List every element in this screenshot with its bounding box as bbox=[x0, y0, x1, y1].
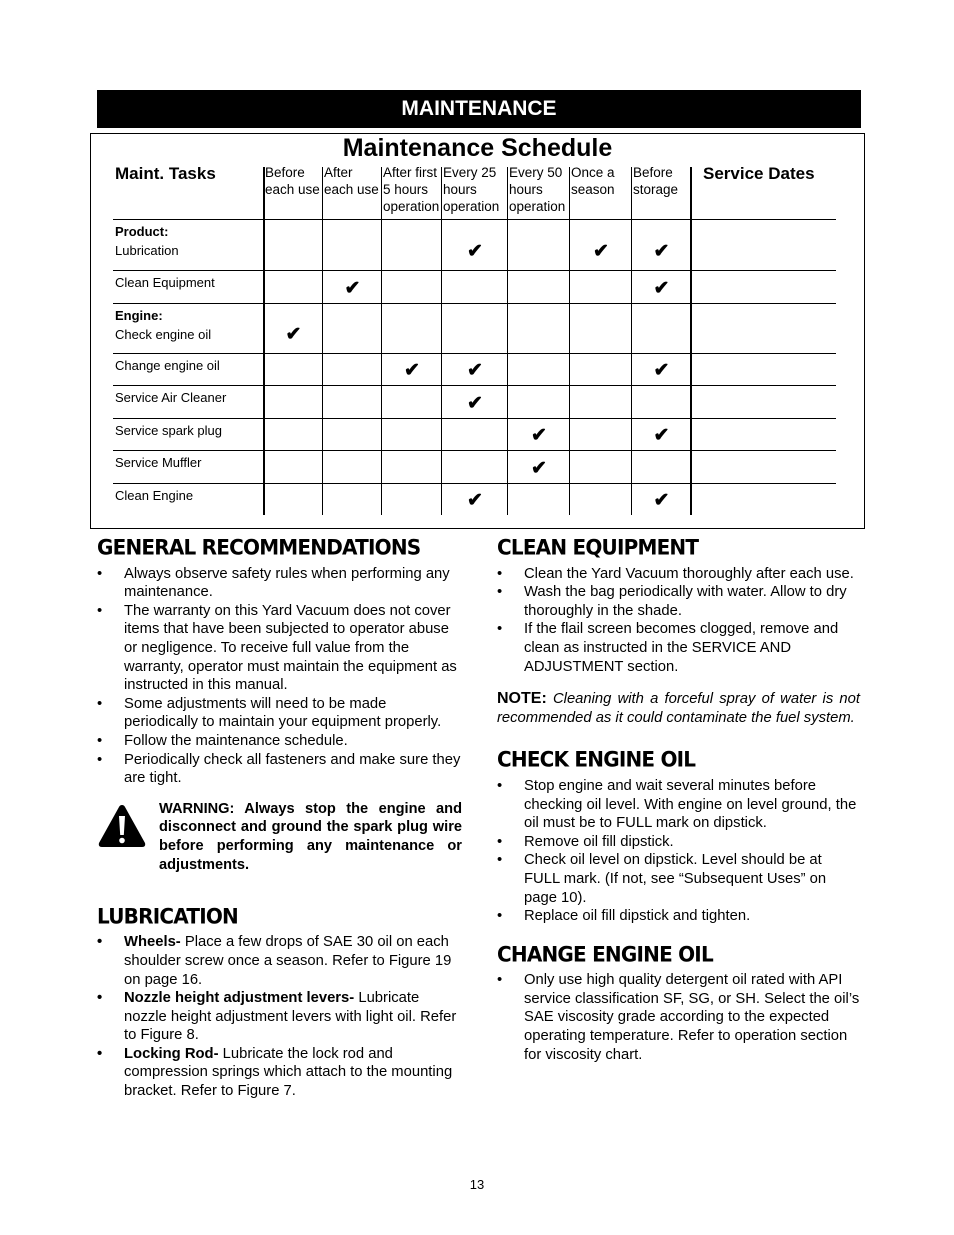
column-header-line: Before bbox=[633, 165, 673, 180]
change-engine-oil-list bbox=[497, 971, 860, 1064]
check-mark: ✔ bbox=[653, 490, 670, 511]
lubrication-item-title: Locking Rod- bbox=[124, 1045, 219, 1062]
lubrication-item-text: Place a few drops of SAE 30 oil on each shoulder screw once a season. Refer to Figure 19 on page 16. bbox=[124, 934, 452, 988]
clean-equipment-list bbox=[497, 565, 860, 677]
check-engine-oil-item: • Check oil level on dipstick. Level should be at FULL mark. (If not, see “Subsequent Uses” on page 10). bbox=[497, 851, 860, 907]
service-dates-header: Service Dates bbox=[703, 164, 815, 183]
column-header-line: each use bbox=[324, 182, 379, 197]
check-mark: ✔ bbox=[344, 277, 361, 299]
column-header-line: season bbox=[571, 182, 615, 197]
check-mark: ✔ bbox=[593, 240, 609, 262]
column-header-line: each use bbox=[265, 182, 320, 197]
lubrication-heading: LUBRICATION bbox=[97, 902, 238, 929]
column-header bbox=[509, 164, 569, 215]
warning-triangle-icon bbox=[97, 803, 147, 849]
task-label: Clean Equipment bbox=[115, 275, 215, 290]
check-mark: ✔ bbox=[531, 457, 547, 479]
check-mark: ✔ bbox=[285, 324, 302, 345]
row-divider bbox=[113, 418, 836, 419]
row-divider bbox=[113, 303, 836, 304]
lubrication-item-text: Lubricate the lock rod and compression springs which attach to the mounting bracket. Refer to Figure 7. bbox=[124, 1045, 453, 1100]
clean-equipment-item: • If the flail screen becomes clogged, remove and clean as instructed in the SERVICE AND ADJUSTMENT section. bbox=[497, 620, 860, 676]
general-recommendation-item: • Some adjustments will need to be made periodically to maintain your equipment properly. bbox=[97, 695, 463, 732]
check-mark: ✔ bbox=[467, 490, 483, 511]
column-header-line: Once a bbox=[571, 165, 615, 180]
task-label: Service Air Cleaner bbox=[115, 390, 227, 405]
column-header-line: After first bbox=[383, 165, 438, 180]
column-header-line: hours bbox=[509, 182, 543, 197]
tasks-header: Maint. Tasks bbox=[115, 164, 216, 183]
lubrication-list bbox=[97, 933, 463, 1100]
check-mark: ✔ bbox=[653, 425, 670, 446]
lubrication-item-title: Nozzle height adjustment levers- bbox=[124, 990, 355, 1007]
column-header bbox=[324, 164, 381, 198]
general-recommendation-item: • The warranty on this Yard Vacuum does not cover items that have been subjected to operator abuse or negligence. To receive full value from the warranty, operator must maintain the equipment as instructed in this manual. bbox=[97, 602, 463, 695]
column-header-line: operation bbox=[509, 199, 566, 214]
check-mark: ✔ bbox=[531, 425, 547, 446]
row-divider bbox=[113, 385, 836, 386]
lubrication-item bbox=[97, 989, 463, 1045]
general-recommendations-list bbox=[97, 565, 463, 788]
check-mark: ✔ bbox=[467, 360, 483, 381]
schedule-grid bbox=[91, 134, 866, 530]
task-category: Engine: bbox=[115, 308, 163, 323]
check-mark: ✔ bbox=[653, 360, 670, 381]
general-recommendation-item: • Follow the maintenance schedule. bbox=[97, 732, 463, 751]
column-header-line: Every 25 bbox=[443, 165, 497, 180]
check-engine-oil-list bbox=[497, 777, 860, 926]
change-engine-oil-item: • Only use high quality detergent oil rated with API service classification SF, SG, or SH. Select the oil’s SAE viscosity grade according to the expected operating temperature. Refer to operation section for viscosity chart. bbox=[497, 971, 860, 1064]
column-header bbox=[633, 164, 690, 198]
clean-equipment-heading: CLEAN EQUIPMENT bbox=[497, 533, 699, 560]
right-column bbox=[497, 533, 860, 1064]
column-header-line: operation bbox=[443, 199, 500, 214]
maintenance-schedule-table bbox=[90, 133, 865, 529]
task-label: Service Muffler bbox=[115, 455, 202, 470]
column-header-line: storage bbox=[633, 182, 679, 197]
clean-equipment-item: • Clean the Yard Vacuum thoroughly after each use. bbox=[497, 565, 860, 584]
task-category: Product: bbox=[115, 224, 169, 239]
section-banner: MAINTENANCE bbox=[97, 90, 861, 128]
lubrication-item-text: Lubricate nozzle height adjustment levers with light oil. Refer to Figure 8. bbox=[124, 990, 457, 1044]
warning-block bbox=[97, 800, 463, 890]
schedule-title: Maintenance Schedule bbox=[342, 134, 613, 162]
check-mark: ✔ bbox=[653, 277, 670, 299]
column-header-line: Every 50 bbox=[509, 165, 563, 180]
warning-text: WARNING: Always stop the engine and disconnect and ground the spark plug wire before performing any maintenance or adjustments. bbox=[159, 800, 462, 873]
check-mark: ✔ bbox=[467, 240, 483, 262]
column-header-line: hours bbox=[443, 182, 477, 197]
note-label: NOTE: bbox=[497, 690, 547, 708]
check-engine-oil-item: • Stop engine and wait several minutes before checking oil level. With engine on level ground, the oil must be to FULL mark on dipstick. bbox=[497, 777, 860, 833]
column-header-line: Before bbox=[265, 165, 305, 180]
column-header-line: After bbox=[324, 165, 353, 180]
column-header bbox=[443, 164, 507, 215]
lubrication-item bbox=[97, 933, 463, 989]
general-recommendation-item: • Always observe safety rules when performing any maintenance. bbox=[97, 565, 463, 602]
lubrication-item bbox=[97, 1045, 463, 1101]
lubrication-item-title: Wheels- bbox=[124, 934, 181, 951]
note-block bbox=[497, 690, 860, 727]
check-mark: ✔ bbox=[404, 360, 420, 381]
check-engine-oil-item: • Replace oil fill dipstick and tighten. bbox=[497, 907, 860, 926]
column-header bbox=[383, 164, 441, 215]
general-recommendation-item: • Periodically check all fasteners and make sure they are tight. bbox=[97, 751, 463, 788]
task-label: Clean Engine bbox=[115, 488, 194, 503]
check-mark: ✔ bbox=[467, 392, 483, 414]
left-column bbox=[97, 533, 463, 1101]
task-label: Change engine oil bbox=[115, 358, 220, 373]
clean-equipment-item: • Wash the bag periodically with water. Allow to dry thoroughly in the shade. bbox=[497, 583, 860, 620]
check-engine-oil-heading: CHECK ENGINE OIL bbox=[497, 746, 696, 773]
row-divider bbox=[113, 219, 836, 220]
row-divider bbox=[113, 483, 836, 484]
column-header-line: operation bbox=[383, 199, 440, 214]
note-text: Cleaning with a forceful spray of water is not recommended as it could contaminate the fuel system. bbox=[497, 691, 860, 726]
change-engine-oil-heading: CHANGE ENGINE OIL bbox=[497, 940, 713, 967]
column-header bbox=[265, 164, 322, 198]
row-divider bbox=[113, 353, 836, 354]
row-divider bbox=[113, 450, 836, 451]
column-header-line: 5 hours bbox=[383, 182, 429, 197]
task-label: Check engine oil bbox=[115, 327, 212, 342]
page-number: 13 bbox=[469, 1177, 485, 1192]
task-label: Lubrication bbox=[115, 243, 179, 258]
general-recommendations-heading: GENERAL RECOMMENDATIONS bbox=[97, 533, 421, 560]
check-mark: ✔ bbox=[653, 240, 670, 262]
task-label: Service spark plug bbox=[115, 423, 222, 438]
column-header bbox=[571, 164, 631, 198]
check-engine-oil-item: • Remove oil fill dipstick. bbox=[497, 833, 860, 852]
row-divider bbox=[113, 270, 836, 271]
